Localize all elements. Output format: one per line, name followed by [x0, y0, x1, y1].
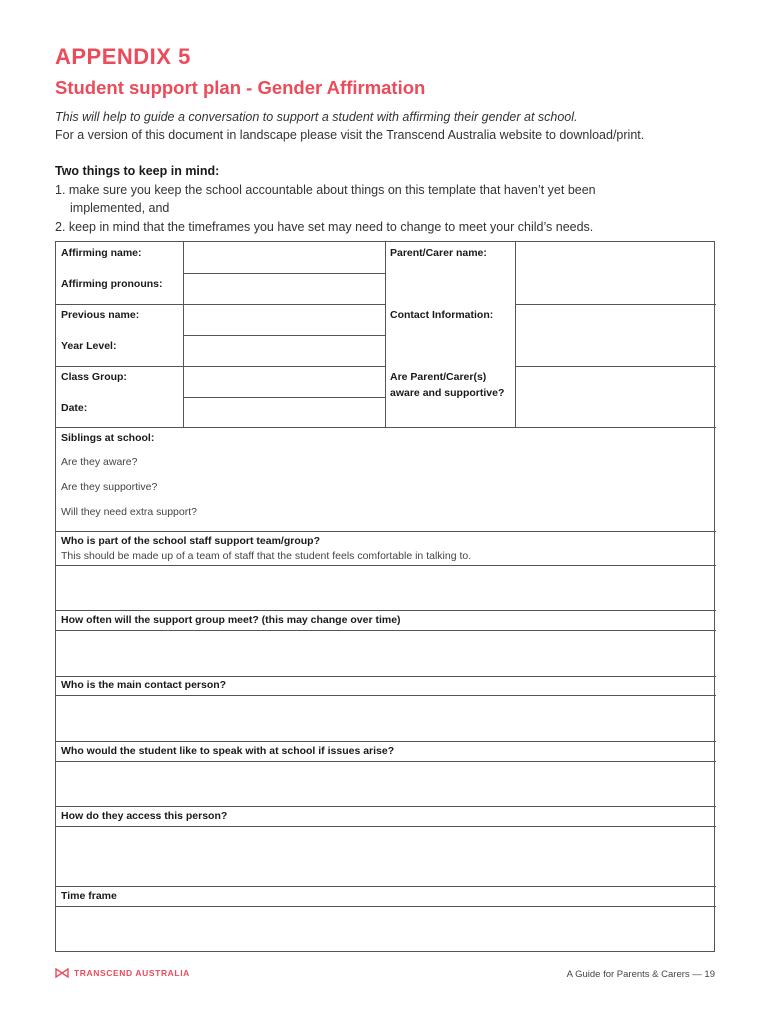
time-frame-label: Time frame [61, 890, 117, 902]
divider [56, 610, 716, 611]
access-person-field[interactable] [57, 827, 715, 886]
support-plan-form [55, 241, 715, 952]
document-title: Student support plan - Gender Affirmation [55, 77, 426, 98]
meet-frequency-label: How often will the support group meet? (this may change over time) [61, 614, 401, 626]
parent-carer-name-label: Parent/Carer name: [390, 247, 487, 259]
year-level-label: Year Level: [61, 340, 117, 352]
affirming-name-label: Affirming name: [61, 247, 142, 259]
parent-aware-label-cont: aware and supportive? [390, 387, 505, 399]
keep-in-mind-item-2: 2. keep in mind that the timeframes you have set may need to change to meet your child’s needs. [55, 220, 594, 234]
affirming-name-field[interactable] [184, 243, 384, 273]
keep-in-mind-item-1-cont: implemented, and [70, 201, 170, 215]
speak-with-label: Who would the student like to speak with at school if issues arise? [61, 745, 395, 757]
intro-text: For a version of this document in landscape please visit the Transcend Australia website to download/print. [55, 128, 645, 142]
footer-logo [55, 968, 190, 978]
previous-name-label: Previous name: [61, 309, 140, 321]
speak-with-field[interactable] [57, 762, 715, 806]
divider [56, 427, 716, 428]
time-frame-field[interactable] [57, 907, 715, 951]
class-group-field[interactable] [184, 367, 384, 397]
transcend-logo-icon [55, 968, 69, 978]
divider [56, 741, 716, 742]
appendix-heading: APPENDIX 5 [55, 44, 191, 69]
contact-information-label: Contact Information: [390, 309, 494, 321]
siblings-aware-question: Are they aware? [61, 456, 138, 468]
support-team-label: Who is part of the school staff support team/group? [61, 535, 320, 547]
previous-name-field[interactable] [184, 305, 384, 335]
date-label: Date: [61, 402, 88, 414]
parent-aware-label: Are Parent/Carer(s) [390, 371, 487, 383]
main-contact-field[interactable] [57, 696, 715, 741]
keep-in-mind-item-1: 1. make sure you keep the school accountable about things on this template that haven’t yet been [55, 183, 596, 197]
contact-information-field[interactable] [516, 305, 715, 366]
intro-italic-text: This will help to guide a conversation to support a student with affirming their gender at school. [55, 110, 578, 124]
support-team-note: This should be made up of a team of staff that the student feels comfortable in talking to. [61, 550, 472, 562]
page-footer: A Guide for Parents & Carers — 19 [566, 969, 715, 980]
siblings-support-question: Will they need extra support? [61, 506, 197, 518]
access-person-label: How do they access this person? [61, 810, 228, 822]
divider [56, 886, 716, 887]
meet-frequency-field[interactable] [57, 631, 715, 676]
keep-in-mind-title: Two things to keep in mind: [55, 164, 220, 178]
class-group-label: Class Group: [61, 371, 127, 383]
affirming-pronouns-label: Affirming pronouns: [61, 278, 163, 290]
parent-carer-name-field[interactable] [516, 243, 715, 304]
divider [56, 676, 716, 677]
main-contact-label: Who is the main contact person? [61, 679, 227, 691]
divider [56, 806, 716, 807]
siblings-label: Siblings at school: [61, 432, 155, 444]
affirming-pronouns-field[interactable] [184, 274, 384, 304]
year-level-field[interactable] [184, 336, 384, 366]
support-team-field[interactable] [57, 566, 715, 610]
logo-text: TRANSCEND AUSTRALIA [74, 968, 190, 978]
parent-aware-field[interactable] [516, 367, 715, 427]
siblings-supportive-question: Are they supportive? [61, 481, 158, 493]
date-field[interactable] [184, 398, 384, 427]
divider [385, 242, 386, 427]
divider [56, 531, 716, 532]
